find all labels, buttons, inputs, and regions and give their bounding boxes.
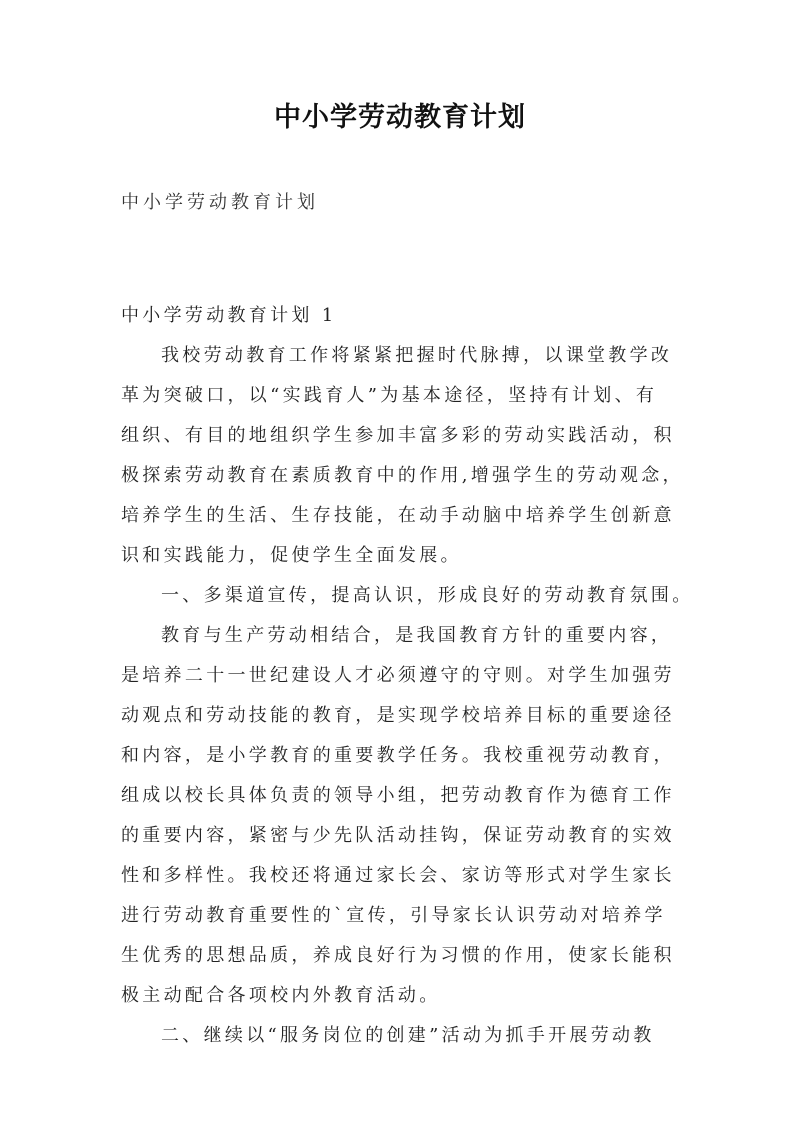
heading-line: 二、继续以“服务岗位的创建”活动为抓手开展劳动教 xyxy=(161,1025,655,1046)
paragraph-line: 革为突破口，以“实践育人”为基本途径，坚持有计划、有 xyxy=(121,385,658,406)
paragraph-line: 极探索劳动教育在素质教育中的作用,增强学生的劳动观念， xyxy=(121,465,684,486)
paragraph-line: 教育与生产劳动相结合，是我国教育方针的重要内容， xyxy=(161,625,673,646)
paragraph-line: 极主动配合各项校内外教育活动。 xyxy=(121,985,441,1006)
paragraph-line: 组织、有目的地组织学生参加丰富多彩的劳动实践活动，积 xyxy=(121,425,675,446)
paragraph-line: 生优秀的思想品质，养成良好行为习惯的作用，使家长能积 xyxy=(121,945,675,966)
paragraph-line: 和内容，是小学教育的重要教学任务。我校重视劳动教育， xyxy=(121,745,675,766)
paragraph-line: 是培养二十一世纪建设人才必须遵守的守则。对学生加强劳 xyxy=(121,665,675,686)
paragraph-line: 识和实践能力，促使学生全面发展。 xyxy=(121,545,462,566)
section-title: 中小学劳动教育计划 1 xyxy=(121,305,337,326)
paragraph-line: 的重要内容，紧密与少先队活动挂钩，保证劳动教育的实效 xyxy=(121,825,675,846)
paragraph-line: 进行劳动教育重要性的`宣传，引导家长认识劳动对培养学 xyxy=(121,905,666,926)
paragraph-line: 培养学生的生活、生存技能，在动手动脑中培养学生创新意 xyxy=(121,505,675,526)
paragraph-line: 动观点和劳动技能的教育，是实现学校培养目标的重要途径 xyxy=(121,705,675,726)
paragraph-line: 性和多样性。我校还将通过家长会、家访等形式对学生家长 xyxy=(121,865,675,886)
document-body xyxy=(121,296,694,1056)
document-title: 中小学劳动教育计划 xyxy=(274,102,526,133)
document-subtitle: 中小学劳动教育计划 xyxy=(121,192,319,213)
paragraph-line: 组成以校长具体负责的领导小组，把劳动教育作为德育工作 xyxy=(121,785,675,806)
paragraph-line: 我校劳动教育工作将紧紧把握时代脉搏，以课堂教学改 xyxy=(161,345,673,366)
heading-line: 一、多渠道宣传，提高认识，形成良好的劳动教育氛围。 xyxy=(161,585,694,606)
